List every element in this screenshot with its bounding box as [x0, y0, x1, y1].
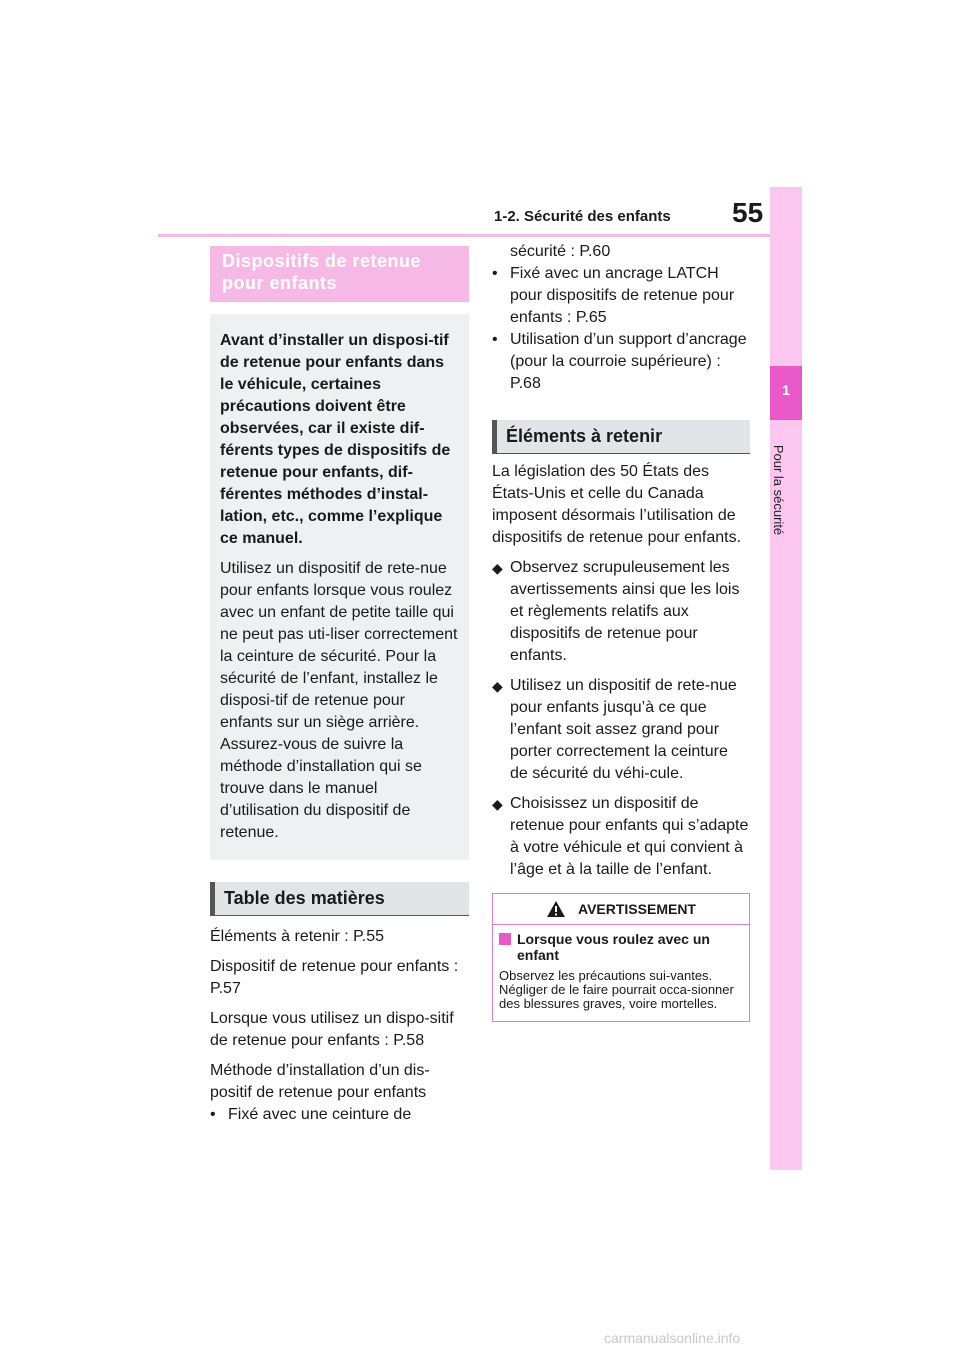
right-column [492, 241, 750, 1022]
intro-box [210, 314, 469, 860]
intro-text: Utilisez un dispositif de rete-nue pour enfants lorsque vous roulez avec un enfant de petite taille qui ne peut pas uti-liser correctement la ceinture de sécurité. Pour la sécurité de l’enfant, installez le disposi-tif de retenue pour enfants sur un siège arrière. Assurez-vous de suivre la méthode d’installation qui se trouve dans le manuel d’utilisation du dispositif de retenue. [220, 560, 458, 841]
left-column [210, 246, 469, 1126]
remember-item-text: Observez scrupuleusement les avertissements ainsi que les lois et règlements relatifs aux dispositifs de retenue pour enfants. [510, 559, 740, 664]
side-tab [770, 187, 802, 1170]
bullet-dot-icon: • [492, 331, 498, 348]
warning-text: Négliger de le faire pourrait occa-sionner des blessures graves, voire mortelles. [499, 982, 734, 1011]
remember-text: La législation des 50 États des États-Unis et celle du Canada imposent désormais l’utilisation de dispositifs de retenue pour enfants. [492, 463, 742, 546]
warning-triangle-icon [546, 900, 566, 918]
remember-heading: Éléments à retenir [492, 420, 750, 454]
diamond-bullet-icon: ◆ [492, 560, 503, 576]
warning-title: AVERTISSEMENT [578, 901, 696, 917]
page-number: 55 [732, 197, 764, 228]
toc-sub-item [492, 263, 750, 329]
toc-item: Dispositif de retenue pour enfants : P.57 [210, 958, 459, 997]
side-tab-number: 1 [782, 382, 790, 398]
warning-item-title: Lorsque vous roulez avec un enfant [517, 931, 710, 963]
toc-sub-item-text: Utilisation d’un support d’ancrage (pour la courroie supérieure) : P.68 [510, 331, 747, 392]
watermark: carmanualsonline.info [604, 1330, 741, 1346]
toc-sub-item-text: sécurité : P.60 [510, 243, 611, 260]
warning-item [499, 931, 739, 963]
toc-sub-item-continued [492, 241, 750, 263]
toc-sub-item [492, 329, 750, 395]
bullet-dot-icon: • [210, 1106, 216, 1123]
remember-item-text: Utilisez un dispositif de rete-nue pour enfants jusqu’à ce que l’enfant soit assez grand pour porter correctement la ceinture de sécurité du véhi-cule. [510, 677, 737, 782]
toc-item: Méthode d’installation d’un dis-positif de retenue pour enfants [210, 1062, 430, 1101]
bullet-dot-icon: • [492, 265, 498, 282]
diamond-bullet-icon: ◆ [492, 678, 503, 694]
warning-box [492, 893, 750, 1022]
remember-item [492, 793, 750, 881]
warning-header [493, 894, 749, 925]
toc-sub-item-text: Fixé avec une ceinture de [228, 1106, 412, 1123]
section-banner: Dispositifs de retenue pour enfants [210, 246, 469, 302]
diamond-bullet-icon: ◆ [492, 796, 503, 812]
toc-item: Éléments à retenir : P.55 [210, 928, 385, 945]
warning-text: Observez les précautions sui-vantes. [499, 968, 713, 983]
warning-body [493, 925, 749, 1021]
square-bullet-icon [499, 933, 511, 945]
header-section-title: 1-2. Sécurité des enfants [494, 208, 671, 225]
remember-item-text: Choisissez un dispositif de retenue pour enfants qui s’adapte à votre véhicule et qui convient à l’âge et à la taille de l’enfant. [510, 795, 749, 878]
remember-item [492, 675, 750, 785]
toc-heading: Table des matières [210, 882, 469, 916]
header-rule [158, 234, 770, 237]
remember-item [492, 557, 750, 667]
side-tab-label: Pour la sécurité [771, 444, 786, 536]
intro-bold-text: Avant d’installer un disposi-tif de retenue pour enfants dans le véhicule, certaines précautions doivent être observées, car il existe dif-férents types de dispositifs de retenue pour enfants, dif-férentes méthodes d’instal-lation, etc., comme l’explique ce manuel. [220, 332, 451, 547]
toc-item: Lorsque vous utilisez un dispo-sitif de retenue pour enfants : P.58 [210, 1010, 454, 1049]
toc-sub-item [210, 1104, 469, 1126]
toc-sub-item-text: Fixé avec un ancrage LATCH pour dispositifs de retenue pour enfants : P.65 [510, 265, 735, 326]
